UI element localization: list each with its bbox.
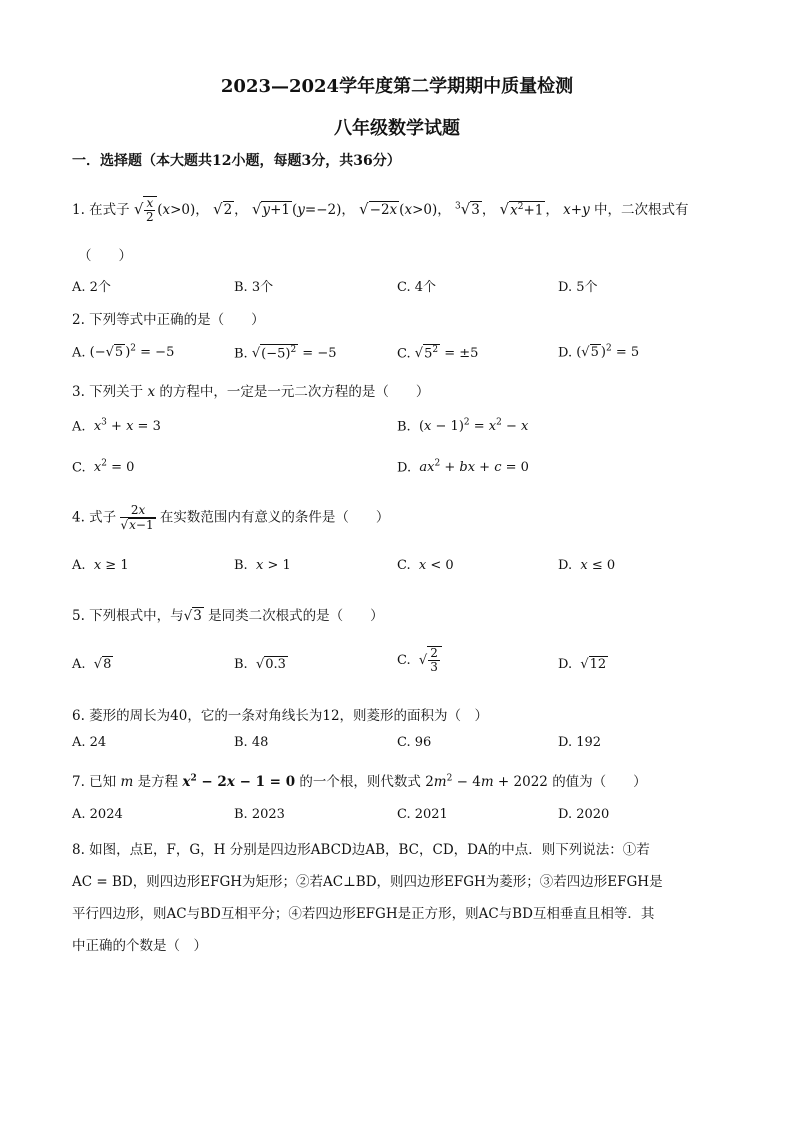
q5-option-b-label: B. (234, 657, 248, 672)
question-3-stem: 3. 下列关于 x 的方程中，一定是一元二次方程的是（ ） (72, 384, 430, 400)
question-4-stem (72, 504, 389, 532)
q3-option-c-label: C. (72, 460, 86, 476)
q3-option-d[interactable]: D. $ax^2$ + bx + c = 0 (397, 459, 529, 476)
q3-stem-tail: 的方程中，一定是一元二次方程的是（ ） (159, 384, 430, 400)
q2-option-d-label: D. (558, 345, 573, 361)
q6-option-d[interactable]: D. 192 (558, 735, 602, 750)
q1-option-b[interactable]: B. 3个 (234, 280, 274, 295)
q5-option-a[interactable]: A. √8 (72, 657, 112, 672)
question-8-line-2: AC = BD，则四边形EFGH为矩形；②若AC⊥BD，则四边形EFGH为菱形；③若四边形EFGH是 (72, 874, 663, 890)
q7-option-c[interactable]: C. 2021 (397, 807, 448, 822)
q3-option-a[interactable]: A. $x^3 + x = 3$ (72, 418, 161, 435)
q3-option-b-label: B. (397, 419, 411, 435)
q7-stem-mid2: 的一个根，则代数式 (299, 774, 421, 790)
q2-option-a-label: A. (72, 345, 86, 361)
q4-option-c[interactable]: C. x < 0 (397, 558, 454, 573)
q5-stem-tail: 是同类二次根式的是（ ） (208, 608, 384, 624)
q5-option-d[interactable]: D. √12 (558, 657, 607, 672)
q1-stem-text: 1. 在式子 (72, 202, 130, 219)
q6-option-b[interactable]: B. 48 (234, 735, 269, 750)
question-2-stem: 2. 下列等式中正确的是（ ） (72, 312, 265, 328)
q1-option-d[interactable]: D. 5个 (558, 280, 598, 295)
q1-option-c[interactable]: C. 4个 (397, 280, 437, 295)
q2-option-b-label: B. (234, 346, 248, 362)
q7-option-a[interactable]: A. 2024 (72, 807, 123, 822)
question-8-line-3: 平行四边形，则AC与BD互相平分；④若四边形EFGH是正方形，则AC与BD互相垂直且相等．其 (72, 906, 655, 922)
question-1-stem (72, 196, 689, 224)
q2-option-c-label: C. (397, 346, 411, 362)
q4-option-a-label: A. (72, 558, 86, 573)
exam-title: 2023—2024学年度第二学期期中质量检测 (220, 76, 574, 97)
q6-option-a[interactable]: A. 24 (72, 735, 107, 750)
question-8-line-1: 8. 如图，点E，F，G，H 分别是四边形ABCD边AB，BC，CD，DA的中点．则下列说法：①若 (72, 842, 650, 858)
q4-stem-tail: 在实数范围内有意义的条件是（ ） (159, 509, 390, 526)
q7-option-d[interactable]: D. 2020 (558, 807, 610, 822)
q2-option-c[interactable]: C. $√5^2 = \pm 5$ (397, 345, 479, 362)
q2-option-a[interactable]: A. (−√5 )$^2$ = −5 (72, 344, 175, 361)
q4-option-a[interactable]: A. x ≥ 1 (72, 558, 129, 573)
q2-option-d[interactable]: D. (√5 )$^2$ = 5 (558, 344, 640, 361)
q7-stem-text: 7. 已知 (72, 774, 117, 790)
q3-option-d-label: D. (397, 460, 412, 476)
q4-option-b-label: B. (234, 558, 248, 573)
q3-stem-text: 3. 下列关于 (72, 384, 144, 400)
q3-option-a-label: A. (72, 419, 86, 435)
q5-option-a-label: A. (72, 657, 86, 672)
q4-option-c-label: C. (397, 558, 411, 573)
q5-option-d-label: D. (558, 657, 573, 672)
q5-option-c[interactable]: C. √ $\frac{2}{3}$ (397, 646, 442, 674)
q1-formulas: √ $\frac{x}{2}$ (x>0)， √2 ， √y+1 (y=−2)， √−2x (x>0)， $^3$√3 ， $√x^2+1$ ， x+y (133, 196, 590, 225)
q4-option-d[interactable]: D. x ≤ 0 (558, 558, 616, 573)
section-heading: 一．选择题（本大题共12小题，每题3分，共36分） (72, 153, 401, 169)
q1-option-a[interactable]: A. 2个 (72, 280, 111, 295)
q7-option-b[interactable]: B. 2023 (234, 807, 285, 822)
q1-stem-tail: 中，二次根式有 (594, 202, 689, 219)
q5-option-b[interactable]: B. √0.3 (234, 657, 286, 672)
q1-stem-line2: （ ） (78, 248, 132, 264)
q4-stem-text: 4. 式子 (72, 509, 117, 526)
q7-stem-mid: 是方程 (137, 774, 179, 790)
q4-option-d-label: D. (558, 558, 573, 573)
q5-option-c-label: C. (397, 653, 411, 669)
q3-option-c[interactable]: C. $x^2 = 0$ (72, 459, 135, 476)
exam-subtitle: 八年级数学试题 (334, 118, 460, 139)
question-6-stem: 6. 菱形的周长为40，它的一条对角线长为12，则菱形的面积为（ ） (72, 708, 489, 724)
q7-stem-tail: 的值为（ ） (552, 774, 647, 790)
q2-option-b[interactable]: B. $√(-5)^2 = -5$ (234, 345, 337, 362)
q4-fraction: $\frac{2x}{√x-1}$ (120, 503, 154, 533)
q6-option-c[interactable]: C. 96 (397, 735, 432, 750)
q4-option-b[interactable]: B. x > 1 (234, 558, 291, 573)
q3-option-b[interactable]: B. $(x - 1)^2 = x^2 - x$ (397, 418, 529, 435)
q5-stem-text: 5. 下列根式中，与 (72, 608, 184, 624)
question-5-stem: 5. 下列根式中，与√3 是同类二次根式的是（ ） (72, 608, 384, 624)
question-8-line-4: 中正确的个数是（ ） (72, 938, 207, 954)
question-7-stem: 7. 已知 m 是方程 $x^2 - 2x - 1 = 0$ 的一个根，则代数式 $2m^2 - 4m + 2022$ 的值为（ ） (72, 773, 647, 790)
